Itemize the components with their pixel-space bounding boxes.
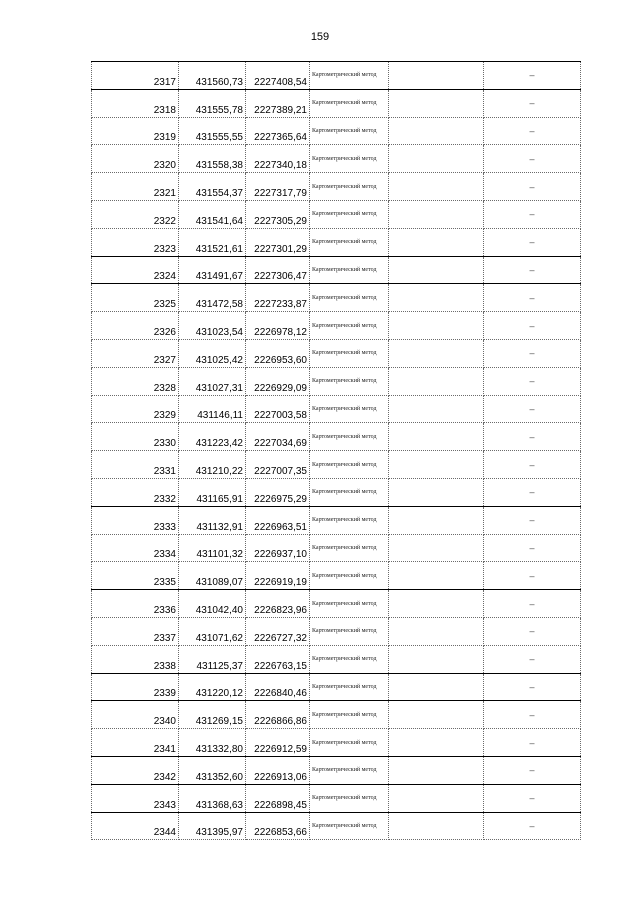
method-cell: Картометрический метод [310, 534, 389, 562]
point-number-cell: 2324 [92, 256, 179, 284]
method-cell: Картометрический метод [310, 478, 389, 506]
method-cell: Картометрический метод [310, 562, 389, 590]
empty-cell [389, 701, 484, 729]
y-coordinate-cell: 2227389,21 [246, 89, 310, 117]
table-row [92, 729, 581, 757]
x-coordinate-cell: 431071,62 [179, 617, 246, 645]
point-number-cell: 2338 [92, 645, 179, 673]
x-coordinate-cell: 431042,40 [179, 590, 246, 618]
y-coordinate-cell: 2226929,09 [246, 367, 310, 395]
y-coordinate-cell: 2227365,64 [246, 117, 310, 145]
empty-cell [389, 451, 484, 479]
point-number-cell: 2342 [92, 756, 179, 784]
point-number-cell: 2331 [92, 451, 179, 479]
table-row [92, 756, 581, 784]
point-number-cell: 2340 [92, 701, 179, 729]
empty-cell [389, 506, 484, 534]
dash-cell: – [484, 284, 581, 312]
table-row [92, 89, 581, 117]
empty-cell [389, 339, 484, 367]
method-cell: Картометрический метод [310, 812, 389, 840]
table-row [92, 617, 581, 645]
method-cell: Картометрический метод [310, 756, 389, 784]
table-row [92, 339, 581, 367]
dash-cell: – [484, 145, 581, 173]
dash-cell: – [484, 395, 581, 423]
y-coordinate-cell: 2226898,45 [246, 784, 310, 812]
method-cell: Картометрический метод [310, 673, 389, 701]
dash-cell: – [484, 478, 581, 506]
y-coordinate-cell: 2227408,54 [246, 62, 310, 90]
table-row [92, 395, 581, 423]
method-cell: Картометрический метод [310, 506, 389, 534]
y-coordinate-cell: 2227034,69 [246, 423, 310, 451]
point-number-cell: 2321 [92, 173, 179, 201]
page-number: 159 [310, 31, 330, 43]
dash-cell: – [484, 312, 581, 340]
table-row [92, 200, 581, 228]
y-coordinate-cell: 2226953,60 [246, 339, 310, 367]
empty-cell [389, 645, 484, 673]
point-number-cell: 2343 [92, 784, 179, 812]
empty-cell [389, 89, 484, 117]
point-number-cell: 2339 [92, 673, 179, 701]
point-number-cell: 2341 [92, 729, 179, 757]
y-coordinate-cell: 2227301,29 [246, 228, 310, 256]
x-coordinate-cell: 431025,42 [179, 339, 246, 367]
coordinates-table [91, 61, 581, 840]
x-coordinate-cell: 431558,38 [179, 145, 246, 173]
empty-cell [389, 756, 484, 784]
point-number-cell: 2334 [92, 534, 179, 562]
method-cell: Картометрический метод [310, 284, 389, 312]
empty-cell [389, 423, 484, 451]
dash-cell: – [484, 534, 581, 562]
y-coordinate-cell: 2227340,18 [246, 145, 310, 173]
table-row [92, 145, 581, 173]
method-cell: Картометрический метод [310, 784, 389, 812]
x-coordinate-cell: 431132,91 [179, 506, 246, 534]
y-coordinate-cell: 2226975,29 [246, 478, 310, 506]
empty-cell [389, 228, 484, 256]
x-coordinate-cell: 431555,55 [179, 117, 246, 145]
dash-cell: – [484, 117, 581, 145]
dash-cell: – [484, 645, 581, 673]
dash-cell: – [484, 339, 581, 367]
point-number-cell: 2325 [92, 284, 179, 312]
point-number-cell: 2344 [92, 812, 179, 840]
method-cell: Картометрический метод [310, 617, 389, 645]
dash-cell: – [484, 617, 581, 645]
table-row [92, 534, 581, 562]
empty-cell [389, 256, 484, 284]
empty-cell [389, 145, 484, 173]
y-coordinate-cell: 2226963,51 [246, 506, 310, 534]
y-coordinate-cell: 2227003,58 [246, 395, 310, 423]
point-number-cell: 2322 [92, 200, 179, 228]
x-coordinate-cell: 431146,11 [179, 395, 246, 423]
table-row [92, 228, 581, 256]
method-cell: Картометрический метод [310, 451, 389, 479]
dash-cell: – [484, 701, 581, 729]
dash-cell: – [484, 89, 581, 117]
x-coordinate-cell: 431269,15 [179, 701, 246, 729]
method-cell: Картометрический метод [310, 62, 389, 90]
table-row [92, 62, 581, 90]
table-row [92, 173, 581, 201]
point-number-cell: 2335 [92, 562, 179, 590]
y-coordinate-cell: 2226853,66 [246, 812, 310, 840]
method-cell: Картометрический метод [310, 701, 389, 729]
dash-cell: – [484, 451, 581, 479]
x-coordinate-cell: 431027,31 [179, 367, 246, 395]
empty-cell [389, 173, 484, 201]
dash-cell: – [484, 200, 581, 228]
method-cell: Картометрический метод [310, 89, 389, 117]
empty-cell [389, 673, 484, 701]
method-cell: Картометрический метод [310, 312, 389, 340]
method-cell: Картометрический метод [310, 145, 389, 173]
x-coordinate-cell: 431089,07 [179, 562, 246, 590]
point-number-cell: 2323 [92, 228, 179, 256]
y-coordinate-cell: 2226937,10 [246, 534, 310, 562]
method-cell: Картометрический метод [310, 117, 389, 145]
method-cell: Картометрический метод [310, 645, 389, 673]
dash-cell: – [484, 62, 581, 90]
table-row [92, 478, 581, 506]
dash-cell: – [484, 228, 581, 256]
table-row [92, 590, 581, 618]
x-coordinate-cell: 431210,22 [179, 451, 246, 479]
empty-cell [389, 62, 484, 90]
y-coordinate-cell: 2226919,19 [246, 562, 310, 590]
table-row [92, 367, 581, 395]
empty-cell [389, 284, 484, 312]
y-coordinate-cell: 2227233,87 [246, 284, 310, 312]
method-cell: Картометрический метод [310, 367, 389, 395]
point-number-cell: 2326 [92, 312, 179, 340]
x-coordinate-cell: 431332,80 [179, 729, 246, 757]
x-coordinate-cell: 431554,37 [179, 173, 246, 201]
point-number-cell: 2336 [92, 590, 179, 618]
method-cell: Картометрический метод [310, 200, 389, 228]
method-cell: Картометрический метод [310, 256, 389, 284]
dash-cell: – [484, 784, 581, 812]
x-coordinate-cell: 431125,37 [179, 645, 246, 673]
table-row [92, 256, 581, 284]
point-number-cell: 2337 [92, 617, 179, 645]
y-coordinate-cell: 2226913,06 [246, 756, 310, 784]
table-row [92, 506, 581, 534]
method-cell: Картометрический метод [310, 173, 389, 201]
y-coordinate-cell: 2226823,96 [246, 590, 310, 618]
table-row [92, 284, 581, 312]
table-row [92, 312, 581, 340]
y-coordinate-cell: 2226866,86 [246, 701, 310, 729]
dash-cell: – [484, 173, 581, 201]
point-number-cell: 2329 [92, 395, 179, 423]
x-coordinate-cell: 431491,67 [179, 256, 246, 284]
method-cell: Картометрический метод [310, 729, 389, 757]
x-coordinate-cell: 431472,58 [179, 284, 246, 312]
point-number-cell: 2318 [92, 89, 179, 117]
point-number-cell: 2328 [92, 367, 179, 395]
dash-cell: – [484, 756, 581, 784]
table-row [92, 812, 581, 840]
x-coordinate-cell: 431560,73 [179, 62, 246, 90]
x-coordinate-cell: 431555,78 [179, 89, 246, 117]
point-number-cell: 2333 [92, 506, 179, 534]
point-number-cell: 2330 [92, 423, 179, 451]
empty-cell [389, 590, 484, 618]
empty-cell [389, 200, 484, 228]
dash-cell: – [484, 367, 581, 395]
point-number-cell: 2332 [92, 478, 179, 506]
x-coordinate-cell: 431541,64 [179, 200, 246, 228]
method-cell: Картометрический метод [310, 590, 389, 618]
table-row [92, 701, 581, 729]
point-number-cell: 2319 [92, 117, 179, 145]
empty-cell [389, 729, 484, 757]
empty-cell [389, 617, 484, 645]
point-number-cell: 2317 [92, 62, 179, 90]
y-coordinate-cell: 2227306,47 [246, 256, 310, 284]
dash-cell: – [484, 423, 581, 451]
empty-cell [389, 534, 484, 562]
table-row [92, 562, 581, 590]
method-cell: Картометрический метод [310, 395, 389, 423]
dash-cell: – [484, 562, 581, 590]
y-coordinate-cell: 2226912,59 [246, 729, 310, 757]
table-row [92, 673, 581, 701]
empty-cell [389, 117, 484, 145]
point-number-cell: 2320 [92, 145, 179, 173]
method-cell: Картометрический метод [310, 228, 389, 256]
x-coordinate-cell: 431023,54 [179, 312, 246, 340]
y-coordinate-cell: 2226727,32 [246, 617, 310, 645]
y-coordinate-cell: 2227305,29 [246, 200, 310, 228]
dash-cell: – [484, 812, 581, 840]
table-row [92, 117, 581, 145]
y-coordinate-cell: 2227317,79 [246, 173, 310, 201]
x-coordinate-cell: 431352,60 [179, 756, 246, 784]
x-coordinate-cell: 431368,63 [179, 784, 246, 812]
y-coordinate-cell: 2227007,35 [246, 451, 310, 479]
point-number-cell: 2327 [92, 339, 179, 367]
table-row [92, 645, 581, 673]
x-coordinate-cell: 431395,97 [179, 812, 246, 840]
dash-cell: – [484, 729, 581, 757]
x-coordinate-cell: 431223,42 [179, 423, 246, 451]
y-coordinate-cell: 2226840,46 [246, 673, 310, 701]
table-row [92, 784, 581, 812]
x-coordinate-cell: 431165,91 [179, 478, 246, 506]
y-coordinate-cell: 2226763,15 [246, 645, 310, 673]
empty-cell [389, 395, 484, 423]
x-coordinate-cell: 431220,12 [179, 673, 246, 701]
empty-cell [389, 784, 484, 812]
dash-cell: – [484, 506, 581, 534]
empty-cell [389, 562, 484, 590]
empty-cell [389, 312, 484, 340]
method-cell: Картометрический метод [310, 423, 389, 451]
dash-cell: – [484, 256, 581, 284]
empty-cell [389, 367, 484, 395]
coordinates-table-body [92, 62, 581, 840]
empty-cell [389, 812, 484, 840]
dash-cell: – [484, 590, 581, 618]
table-row [92, 423, 581, 451]
y-coordinate-cell: 2226978,12 [246, 312, 310, 340]
x-coordinate-cell: 431521,61 [179, 228, 246, 256]
empty-cell [389, 478, 484, 506]
table-row [92, 451, 581, 479]
method-cell: Картометрический метод [310, 339, 389, 367]
x-coordinate-cell: 431101,32 [179, 534, 246, 562]
dash-cell: – [484, 673, 581, 701]
